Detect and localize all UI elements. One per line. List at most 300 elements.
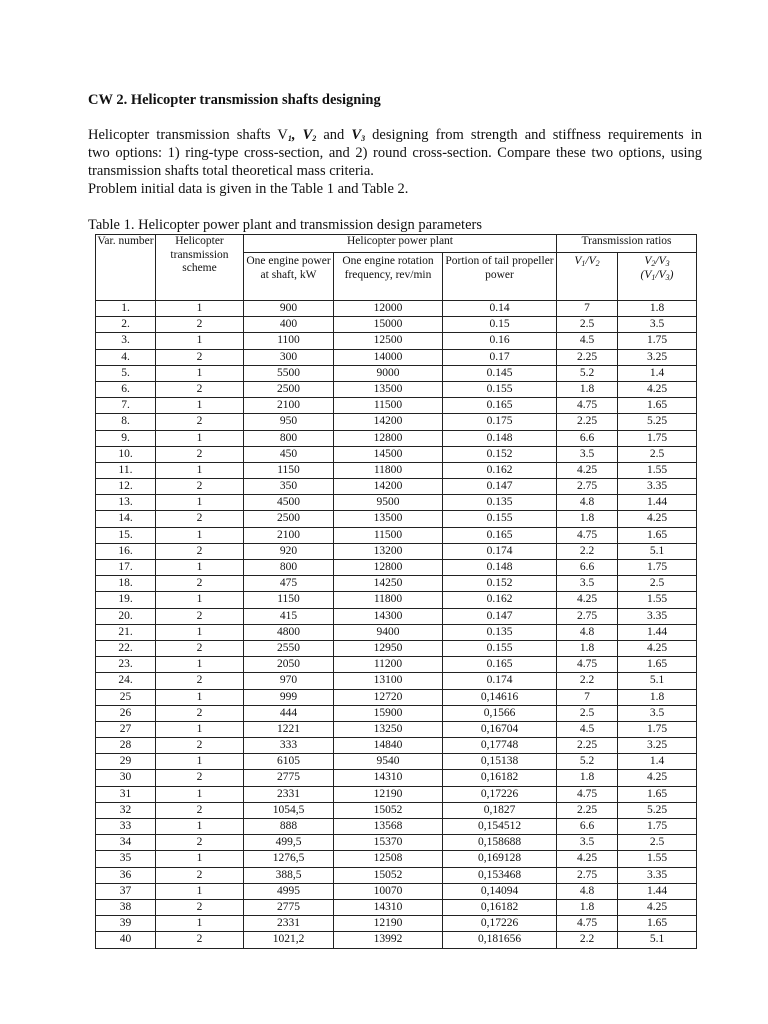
subscript-2: 2 [312,134,317,143]
table-row [96,819,697,835]
tail-portion-cell: 0,154512 [443,819,557,835]
frequency-cell: 13500 [334,511,443,527]
ratio2-cell: 3.35 [618,867,697,883]
tail-portion-cell: 0,15138 [443,754,557,770]
scheme-cell: 2 [156,705,244,721]
scheme-cell: 1 [156,819,244,835]
header-ratio1: $V_1/V_2$ [557,253,618,301]
var-number-cell: 16. [96,543,156,559]
ratio2-cell: 1.44 [618,883,697,899]
power-cell: 415 [244,608,334,624]
tail-portion-cell: 0,153468 [443,867,557,883]
table-row [96,916,697,932]
frequency-cell: 12500 [334,333,443,349]
var-number-cell: 39 [96,916,156,932]
ratio1-cell: 6.6 [557,560,618,576]
frequency-cell: 11200 [334,657,443,673]
frequency-cell: 10070 [334,883,443,899]
tail-portion-cell: 0,14094 [443,883,557,899]
var-number-cell: 22. [96,640,156,656]
var-number-cell: 17. [96,560,156,576]
scheme-cell: 2 [156,576,244,592]
ratio1-cell: 2.5 [557,705,618,721]
scheme-cell: 2 [156,899,244,915]
table-row [96,689,697,705]
ratio2-cell: 1.75 [618,721,697,737]
frequency-cell: 12950 [334,640,443,656]
frequency-cell: 11500 [334,398,443,414]
ratio2-cell: 1.55 [618,851,697,867]
ratio2-cell: 3.25 [618,738,697,754]
table-row [96,835,697,851]
scheme-cell: 1 [156,754,244,770]
ratio1-cell: 1.8 [557,640,618,656]
ratio1-cell: 4.25 [557,851,618,867]
tail-portion-cell: 0.165 [443,398,557,414]
scheme-cell: 1 [156,689,244,705]
ratio1-cell: 2.25 [557,802,618,818]
scheme-cell: 2 [156,317,244,333]
tail-portion-cell: 0.155 [443,381,557,397]
var-number-cell: 36 [96,867,156,883]
power-cell: 1021,2 [244,932,334,948]
scheme-cell: 2 [156,770,244,786]
ratio2-cell: 1.55 [618,592,697,608]
tail-portion-cell: 0.147 [443,479,557,495]
table-row [96,640,697,656]
power-cell: 300 [244,349,334,365]
scheme-cell: 1 [156,333,244,349]
table-row [96,705,697,721]
tail-portion-cell: 0,1827 [443,802,557,818]
var-number-cell: 11. [96,462,156,478]
ratio1-cell: 7 [557,689,618,705]
power-cell: 499,5 [244,835,334,851]
tail-portion-cell: 0.175 [443,414,557,430]
table-row [96,932,697,948]
table-row [96,495,697,511]
table-row [96,608,697,624]
ratio1-cell: 3.5 [557,835,618,851]
var-number-cell: 24. [96,673,156,689]
power-cell: 2500 [244,511,334,527]
ratio2-cell: 1.8 [618,301,697,317]
ratio1-cell: 4.5 [557,333,618,349]
power-cell: 900 [244,301,334,317]
ratio1-cell: 2.75 [557,479,618,495]
tail-portion-cell: 0.148 [443,430,557,446]
ratio2-cell: 4.25 [618,899,697,915]
frequency-cell: 14310 [334,899,443,915]
var-number-cell: 2. [96,317,156,333]
frequency-cell: 12508 [334,851,443,867]
subscript-3: 3 [361,134,366,143]
frequency-cell: 12800 [334,560,443,576]
scheme-cell: 2 [156,932,244,948]
frequency-cell: 15000 [334,317,443,333]
scheme-cell: 1 [156,365,244,381]
intro-line-3: transmission shafts total theoretical mass criteria. [88,163,374,179]
intro-text: Helicopter transmission shafts V [88,127,288,143]
frequency-cell: 15370 [334,835,443,851]
frequency-cell: 14200 [334,414,443,430]
frequency-cell: 13992 [334,932,443,948]
ratio2-cell: 1.65 [618,527,697,543]
intro-text: , [291,127,303,143]
table-row [96,883,697,899]
table-row [96,899,697,915]
ratio2-cell: 1.65 [618,657,697,673]
ratio1-cell: 4.75 [557,527,618,543]
power-cell: 450 [244,446,334,462]
tail-portion-cell: 0.174 [443,673,557,689]
power-cell: 4500 [244,495,334,511]
tail-portion-cell: 0.162 [443,462,557,478]
power-cell: 2775 [244,770,334,786]
power-cell: 4995 [244,883,334,899]
frequency-cell: 15052 [334,802,443,818]
tail-portion-cell: 0,17226 [443,786,557,802]
tail-portion-cell: 0,16182 [443,770,557,786]
ratio1-cell: 7 [557,301,618,317]
frequency-cell: 12190 [334,786,443,802]
header-scheme: Helicopter transmission scheme [156,235,244,301]
power-cell: 2775 [244,899,334,915]
ratio2-cell: 4.25 [618,770,697,786]
ratio1-cell: 4.5 [557,721,618,737]
frequency-cell: 9000 [334,365,443,381]
ratio2-cell: 1.75 [618,333,697,349]
ratio1-cell: 2.75 [557,608,618,624]
frequency-cell: 14250 [334,576,443,592]
frequency-cell: 13200 [334,543,443,559]
var-number-cell: 32 [96,802,156,818]
ratio2-cell: 4.25 [618,511,697,527]
scheme-cell: 2 [156,802,244,818]
intro-line-2: two options: 1) ring-type cross-section, and 2) round cross-section. Compare these two options, using [88,145,702,161]
ratio1-cell: 5.2 [557,365,618,381]
scheme-cell: 2 [156,640,244,656]
table-row [96,365,697,381]
power-cell: 2331 [244,916,334,932]
ratio1-cell: 4.75 [557,786,618,802]
frequency-cell: 12720 [334,689,443,705]
var-number-cell: 15. [96,527,156,543]
tail-portion-cell: 0.135 [443,495,557,511]
table-row [96,511,697,527]
tail-portion-cell: 0,14616 [443,689,557,705]
power-cell: 350 [244,479,334,495]
power-cell: 444 [244,705,334,721]
var-number-cell: 13. [96,495,156,511]
power-cell: 2550 [244,640,334,656]
intro-line-1 [88,126,702,144]
var-number-cell: 18. [96,576,156,592]
tail-portion-cell: 0.135 [443,624,557,640]
table-row [96,802,697,818]
ratio2-cell: 1.75 [618,819,697,835]
var-number-cell: 12. [96,479,156,495]
table-row [96,592,697,608]
ratio2-cell: 3.35 [618,479,697,495]
table-row [96,333,697,349]
scheme-cell: 2 [156,543,244,559]
frequency-cell: 11800 [334,462,443,478]
ratio2-cell: 1.4 [618,365,697,381]
frequency-cell: 9400 [334,624,443,640]
frequency-cell: 14500 [334,446,443,462]
var-number-cell: 26 [96,705,156,721]
ratio1-cell: 3.5 [557,446,618,462]
var-number-cell: 20. [96,608,156,624]
table-row [96,657,697,673]
ratio1-cell: 2.25 [557,349,618,365]
ratio2-cell: 1.44 [618,495,697,511]
subscript-1: 1 [287,134,292,143]
ratio2-cell: 1.55 [618,462,697,478]
ratio2-cell: 5.1 [618,543,697,559]
ratio2-cell: 1.65 [618,786,697,802]
power-cell: 2100 [244,527,334,543]
ratio1-cell: 4.25 [557,592,618,608]
frequency-cell: 11800 [334,592,443,608]
scheme-cell: 1 [156,495,244,511]
scheme-cell: 1 [156,624,244,640]
scheme-cell: 2 [156,414,244,430]
var-number-cell: 27 [96,721,156,737]
var-number-cell: 19. [96,592,156,608]
power-cell: 1150 [244,592,334,608]
ratio2-cell: 2.5 [618,446,697,462]
tail-portion-cell: 0.174 [443,543,557,559]
ratio1-cell: 3.5 [557,576,618,592]
ratio2-cell: 1.75 [618,560,697,576]
v2-symbol: V [302,127,313,143]
var-number-cell: 10. [96,446,156,462]
scheme-cell: 2 [156,381,244,397]
table-row [96,673,697,689]
table-row [96,317,697,333]
table-body [96,301,697,949]
table-row [96,754,697,770]
intro-line-4: Problem initial data is given in the Table 1 and Table 2. [88,181,409,197]
table-caption: Table 1. Helicopter power plant and transmission design parameters [88,217,482,233]
table-row [96,301,697,317]
frequency-cell: 15900 [334,705,443,721]
scheme-cell: 1 [156,786,244,802]
ratio2-cell: 1.65 [618,398,697,414]
power-cell: 1276,5 [244,851,334,867]
ratio2-cell: 1.75 [618,430,697,446]
frequency-cell: 12190 [334,916,443,932]
frequency-cell: 14840 [334,738,443,754]
header-ratios-group: Transmission ratios [557,235,697,253]
table-row [96,479,697,495]
ratio2-cell: 5.1 [618,673,697,689]
tail-portion-cell: 0,16704 [443,721,557,737]
table-row [96,721,697,737]
ratio2-cell: 3.5 [618,317,697,333]
header-power: One engine power at shaft, kW [244,253,334,301]
var-number-cell: 3. [96,333,156,349]
ratio1-cell: 2.25 [557,414,618,430]
frequency-cell: 11500 [334,527,443,543]
ratio1-cell: 1.8 [557,511,618,527]
frequency-cell: 14200 [334,479,443,495]
scheme-cell: 1 [156,430,244,446]
tail-portion-cell: 0.162 [443,592,557,608]
var-number-cell: 29 [96,754,156,770]
power-cell: 333 [244,738,334,754]
tail-portion-cell: 0.15 [443,317,557,333]
var-number-cell: 40 [96,932,156,948]
frequency-cell: 9540 [334,754,443,770]
var-number-cell: 30 [96,770,156,786]
ratio1-cell: 6.6 [557,430,618,446]
ratio2-cell: 2.5 [618,835,697,851]
ratio1-cell: 2.2 [557,673,618,689]
table-row [96,462,697,478]
frequency-cell: 15052 [334,867,443,883]
var-number-cell: 6. [96,381,156,397]
tail-portion-cell: 0,17226 [443,916,557,932]
header-frequency: One engine rotation frequency, rev/min [334,253,443,301]
scheme-cell: 2 [156,511,244,527]
table-row [96,398,697,414]
power-cell: 1221 [244,721,334,737]
scheme-cell: 1 [156,398,244,414]
tail-portion-cell: 0.147 [443,608,557,624]
tail-portion-cell: 0.14 [443,301,557,317]
ratio1-cell: 4.25 [557,462,618,478]
frequency-cell: 14300 [334,608,443,624]
var-number-cell: 31 [96,786,156,802]
ratio1-cell: 4.8 [557,495,618,511]
var-number-cell: 14. [96,511,156,527]
intro-paragraph [88,126,702,198]
ratio1-cell: 4.8 [557,883,618,899]
power-cell: 400 [244,317,334,333]
table-row [96,430,697,446]
var-number-cell: 5. [96,365,156,381]
tail-portion-cell: 0.165 [443,657,557,673]
ratio2-cell: 4.25 [618,640,697,656]
intro-text: and [316,127,352,143]
scheme-cell: 1 [156,851,244,867]
ratio1-cell: 2.5 [557,317,618,333]
header-power-plant-group: Helicopter power plant [244,235,557,253]
table-row [96,560,697,576]
power-cell: 1100 [244,333,334,349]
frequency-cell: 12000 [334,301,443,317]
ratio2-cell: 3.5 [618,705,697,721]
power-cell: 950 [244,414,334,430]
ratio1-cell: 4.8 [557,624,618,640]
scheme-cell: 2 [156,738,244,754]
ratio1-cell: 4.75 [557,657,618,673]
frequency-cell: 12800 [334,430,443,446]
ratio1-cell: 2.75 [557,867,618,883]
tail-portion-cell: 0.16 [443,333,557,349]
power-cell: 2050 [244,657,334,673]
ratio2-cell: 1.4 [618,754,697,770]
tail-portion-cell: 0,17748 [443,738,557,754]
var-number-cell: 7. [96,398,156,414]
table-row [96,738,697,754]
power-cell: 970 [244,673,334,689]
header-var-number: Var. number [96,235,156,301]
ratio1-cell: 2.2 [557,932,618,948]
table-row [96,576,697,592]
table-row [96,414,697,430]
tail-portion-cell: 0.155 [443,640,557,656]
ratio1-cell: 2.25 [557,738,618,754]
ratio2-cell: 3.35 [618,608,697,624]
power-cell: 475 [244,576,334,592]
ratio2-cell: 5.25 [618,802,697,818]
ratio1-cell: 6.6 [557,819,618,835]
frequency-cell: 13250 [334,721,443,737]
scheme-cell: 1 [156,527,244,543]
ratio1-cell: 1.8 [557,899,618,915]
tail-portion-cell: 0.17 [443,349,557,365]
frequency-cell: 13100 [334,673,443,689]
frequency-cell: 13568 [334,819,443,835]
var-number-cell: 4. [96,349,156,365]
ratio2-cell: 1.65 [618,916,697,932]
scheme-cell: 2 [156,608,244,624]
var-number-cell: 25 [96,689,156,705]
ratio2-cell: 1.44 [618,624,697,640]
var-number-cell: 35 [96,851,156,867]
tail-portion-cell: 0,169128 [443,851,557,867]
parameters-table [95,234,697,949]
power-cell: 999 [244,689,334,705]
scheme-cell: 1 [156,462,244,478]
var-number-cell: 21. [96,624,156,640]
scheme-cell: 2 [156,673,244,689]
tail-portion-cell: 0.152 [443,576,557,592]
frequency-cell: 13500 [334,381,443,397]
power-cell: 1054,5 [244,802,334,818]
table-row [96,770,697,786]
ratio1-cell: 2.2 [557,543,618,559]
ratio1-cell: 1.8 [557,381,618,397]
table-row [96,527,697,543]
scheme-cell: 2 [156,349,244,365]
v3-symbol: V [351,127,362,143]
tail-portion-cell: 0,158688 [443,835,557,851]
ratio2-cell: 3.25 [618,349,697,365]
ratio1-cell: 4.75 [557,916,618,932]
ratio2-cell: 1.8 [618,689,697,705]
tail-portion-cell: 0.155 [443,511,557,527]
intro-text: designing from strength and stiffness requirements in [365,127,703,143]
ratio2-cell: 4.25 [618,381,697,397]
table-row [96,851,697,867]
var-number-cell: 28 [96,738,156,754]
tail-portion-cell: 0,16182 [443,899,557,915]
scheme-cell: 2 [156,835,244,851]
tail-portion-cell: 0,181656 [443,932,557,948]
header-tail-portion: Portion of tail propeller power [443,253,557,301]
power-cell: 5500 [244,365,334,381]
var-number-cell: 1. [96,301,156,317]
var-number-cell: 34 [96,835,156,851]
tail-portion-cell: 0.145 [443,365,557,381]
table-row [96,867,697,883]
ratio2-cell: 2.5 [618,576,697,592]
